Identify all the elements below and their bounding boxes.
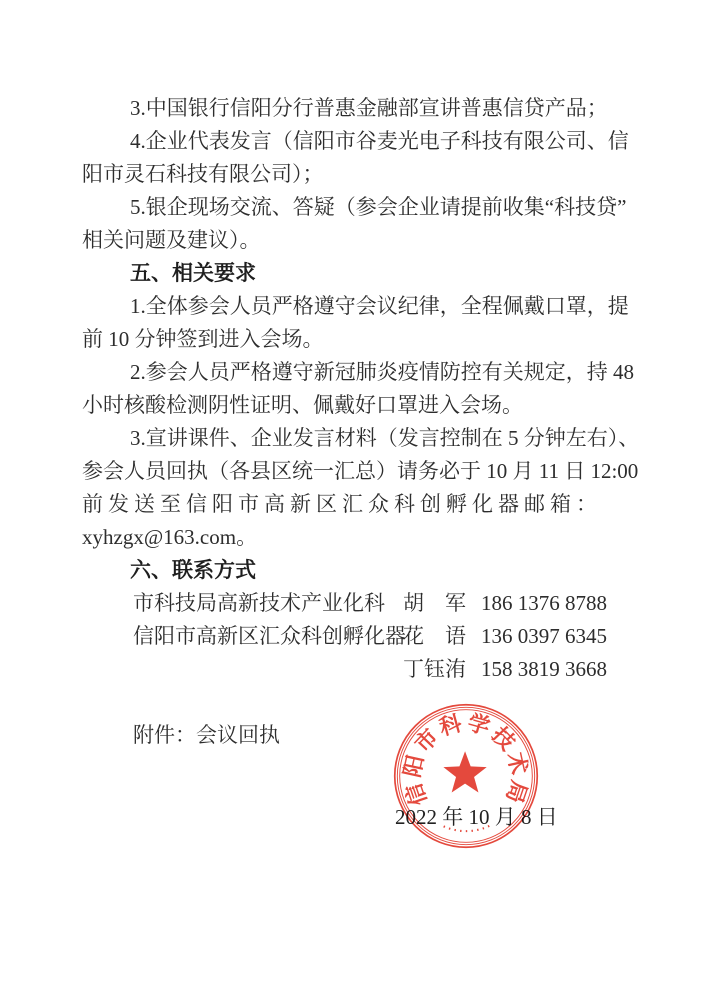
body-line: 4.企业代表发言（信阳市谷麦光电子科技有限公司、信 — [130, 129, 629, 153]
contact-org — [133, 653, 403, 686]
body-line: 3.中国银行信阳分行普惠金融部宣讲普惠信贷产品； — [130, 96, 608, 120]
section-heading-contacts: 六、联系方式 — [130, 559, 256, 582]
body-line: 参会人员回执（各县区统一汇总）请务必于 10 月 11 日 12:00 — [82, 459, 639, 483]
section-heading-requirements: 五、相关要求 — [130, 262, 256, 285]
body-line: 前发送至信阳市高新区汇众科创孵化器邮箱： — [82, 492, 602, 516]
body-line: 5.银企现场交流、答疑（参会企业请提前收集“科技贷” — [130, 195, 627, 219]
body-line: 相关问题及建议）。 — [82, 228, 261, 252]
contact-org: 市科技局高新技术产业化科 — [133, 591, 385, 615]
contact-row — [82, 653, 607, 686]
body-line: 小时核酸检测阴性证明、佩戴好口罩进入会场。 — [82, 393, 523, 417]
contact-row — [82, 620, 607, 653]
contact-name: 花 语 — [403, 624, 466, 648]
date-line: 2022 年 10 月 8 日 — [395, 805, 558, 829]
contact-phone: 136 0397 6345 — [481, 624, 607, 648]
contact-row — [82, 587, 607, 620]
official-seal — [390, 700, 542, 852]
attachment-line: 附件：会议回执 — [133, 723, 280, 747]
document-body — [82, 92, 640, 752]
contact-phone: 158 3819 3668 — [481, 657, 607, 681]
contact-name: 胡 军 — [403, 591, 466, 615]
body-line: 阳市灵石科技有限公司）； — [82, 162, 324, 186]
contact-org: 信阳市高新区汇众科创孵化器 — [133, 624, 406, 648]
contact-name: 丁钰洧 — [403, 657, 466, 681]
body-line: 前 10 分钟签到进入会场。 — [82, 327, 324, 351]
body-line: 2.参会人员严格遵守新冠肺炎疫情防控有关规定，持 48 — [130, 360, 634, 384]
seal-text: 信阳市科学技术局 — [400, 710, 532, 809]
seal-code-dots — [443, 826, 490, 831]
body-line: 3.宣讲课件、企业发言材料（发言控制在 5 分钟左右）、 — [130, 426, 640, 450]
contact-phone: 186 1376 8788 — [481, 591, 607, 615]
seal-star-icon — [443, 751, 486, 792]
body-line: 1.全体参会人员严格遵守会议纪律，全程佩戴口罩，提 — [130, 294, 629, 318]
email-line: xyhzgx@163.com。 — [82, 525, 258, 549]
